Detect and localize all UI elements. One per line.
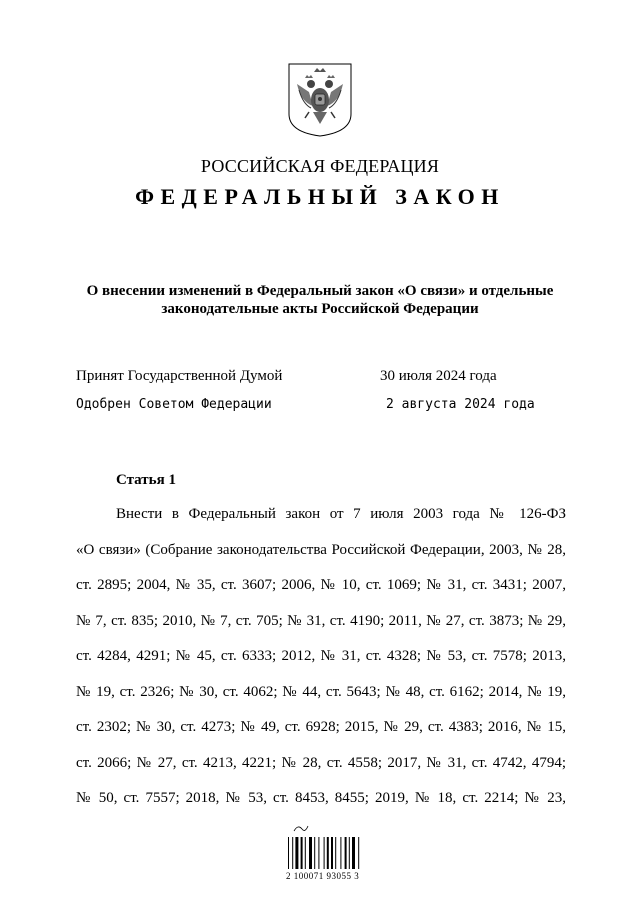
- article-text-line: Внести в Федеральный закон от 7 июля 2003 года № 126-ФЗ: [116, 506, 566, 522]
- article-heading: Статья 1: [116, 472, 176, 488]
- article-body: [76, 497, 566, 817]
- article-text-line: ст. 2895; 2004, № 35, ст. 3607; 2006, № 10, ст. 1069; № 31, ст. 3431; 2007,: [76, 577, 566, 593]
- barcode-bar: [295, 837, 298, 869]
- barcode-bar: [288, 837, 289, 869]
- article-text-line: ст. 2066; № 27, ст. 4213, 4221; № 28, ст. 4558; 2017, № 31, ст. 4742, 4794;: [76, 754, 566, 771]
- article-text-line: № 19, ст. 2326; № 30, ст. 4062; № 44, ст. 5643; № 48, ст. 6162; 2014, № 19,: [76, 683, 566, 700]
- country-name: РОССИЙСКАЯ ФЕДЕРАЦИЯ: [200, 156, 440, 176]
- council-approval-label: Одобрен Советом Федерации: [76, 397, 272, 412]
- barcode-bar: [352, 837, 355, 869]
- barcode-bar: [309, 837, 312, 869]
- barcode-bar: [358, 837, 359, 869]
- barcode-bar: [301, 837, 303, 869]
- document-barcode: [286, 823, 364, 875]
- barcode-bar: [318, 837, 319, 869]
- duma-adoption-label: Принят Государственной Думой: [76, 368, 283, 384]
- council-approval-date: 2 августа 2024 года: [386, 397, 535, 412]
- barcode-bar: [349, 837, 350, 869]
- barcode-bar: [331, 837, 333, 869]
- barcode-bar: [292, 837, 293, 869]
- barcode-bar: [345, 837, 347, 869]
- barcode-bar: [305, 837, 306, 869]
- barcode-bar: [327, 837, 329, 869]
- article-text-line: «О связи» (Собрание законодательства Российской Федерации, 2003, № 28,: [76, 541, 566, 558]
- barcode-number: 2 100071 93055 3: [286, 871, 360, 881]
- barcode-bar: [335, 837, 336, 869]
- article-text-line: ст. 2302; № 30, ст. 4273; № 49, ст. 6928; 2015, № 29, ст. 4383; 2016, № 15,: [76, 719, 566, 735]
- article-text-line: № 7, ст. 835; 2010, № 7, ст. 705; № 31, ст. 4190; 2011, № 27, ст. 3873; № 29,: [76, 612, 566, 629]
- law-title-line-2: законодательные акты Российской Федерации: [161, 301, 479, 317]
- barcode-bar: [340, 837, 341, 869]
- coat-of-arms-emblem: [287, 62, 353, 138]
- duma-adoption-date: 30 июля 2024 года: [380, 368, 497, 384]
- barcode-bar: [314, 837, 315, 869]
- law-title-line-1: О внесении изменений в Федеральный закон «О связи» и отдельные: [86, 283, 554, 299]
- article-text-line: № 50, ст. 7557; 2018, № 53, ст. 8453, 8455; 2019, № 18, ст. 2214; № 23,: [76, 790, 566, 806]
- document-type: ФЕДЕРАЛЬНЫЙ ЗАКОН: [135, 184, 505, 209]
- barcode-bar: [324, 837, 325, 869]
- article-text-line: ст. 4284, 4291; № 45, ст. 6333; 2012, № 31, ст. 4328; № 53, ст. 7578; 2013,: [76, 648, 566, 664]
